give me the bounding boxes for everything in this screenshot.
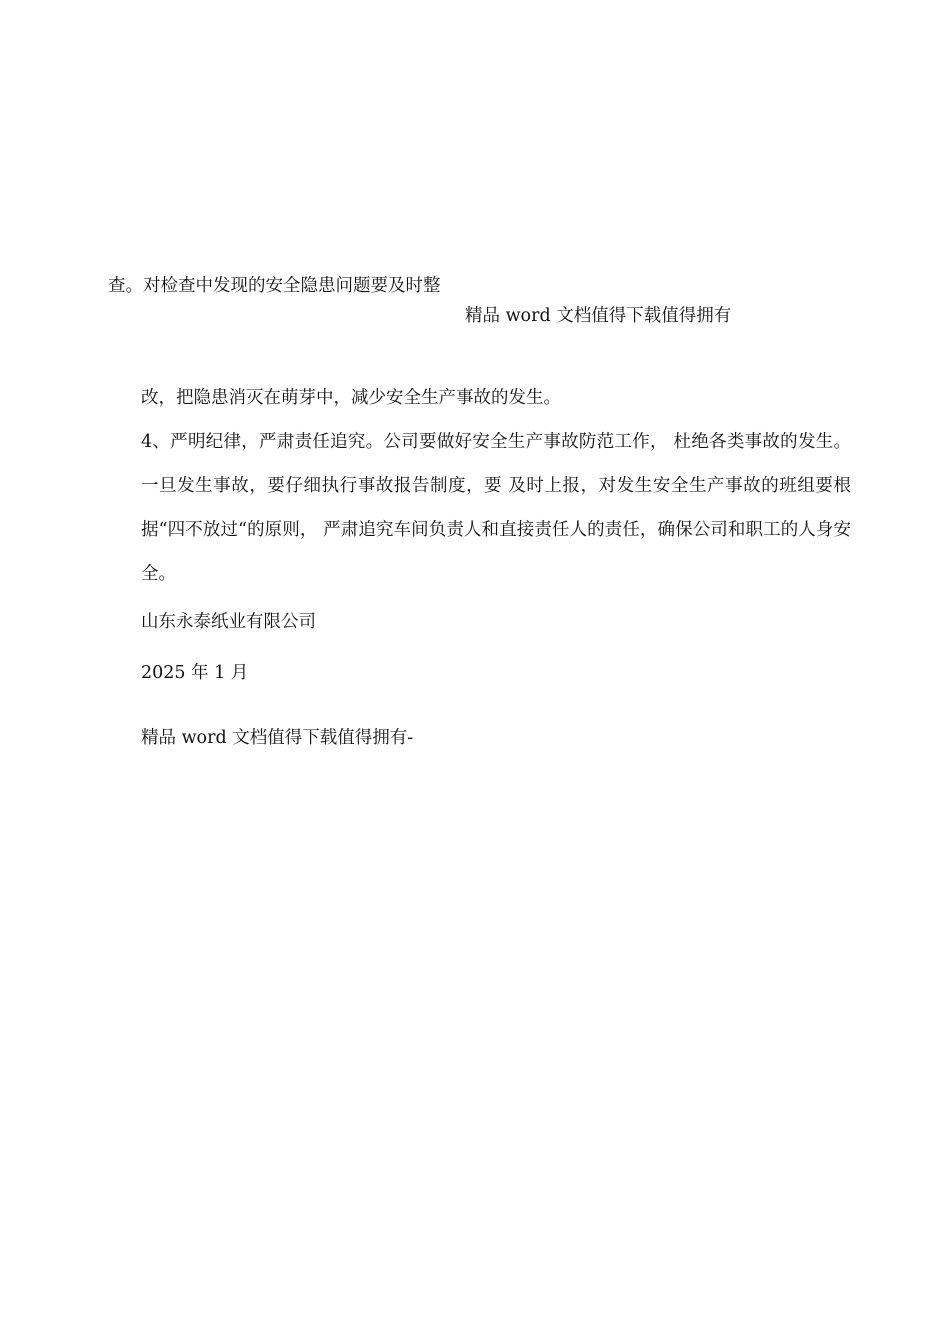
paragraph-1: 改，把隐患消灭在萌芽中，减少安全生产事故的发生。 [141,388,561,408]
document-date: 2025 年 1 月 [141,663,249,683]
paragraph-2: 4、严明纪律，严肃责任追究。公司要做好安全生产事故防范工作， 杜绝各类事故的发生。一旦发生事故，要仔细执行事故报告制度，要 及时上报，对发生安全生产事故的班组要根据“四不放过“的原则， 严肃追究车间负责人和直接责任人的责任，确保公司和职工的人身安 全。 [141,432,851,584]
company-name: 山东永泰纸业有限公司 [141,612,316,632]
footer-watermark: 精品 word 文档值得下载值得拥有- [141,728,414,748]
body-text [141,376,851,596]
header-watermark: 精品 word 文档值得下载值得拥有 [465,306,732,326]
top-fragment-text: 查。对检查中发现的安全隐患问题要及时整 [108,276,441,296]
